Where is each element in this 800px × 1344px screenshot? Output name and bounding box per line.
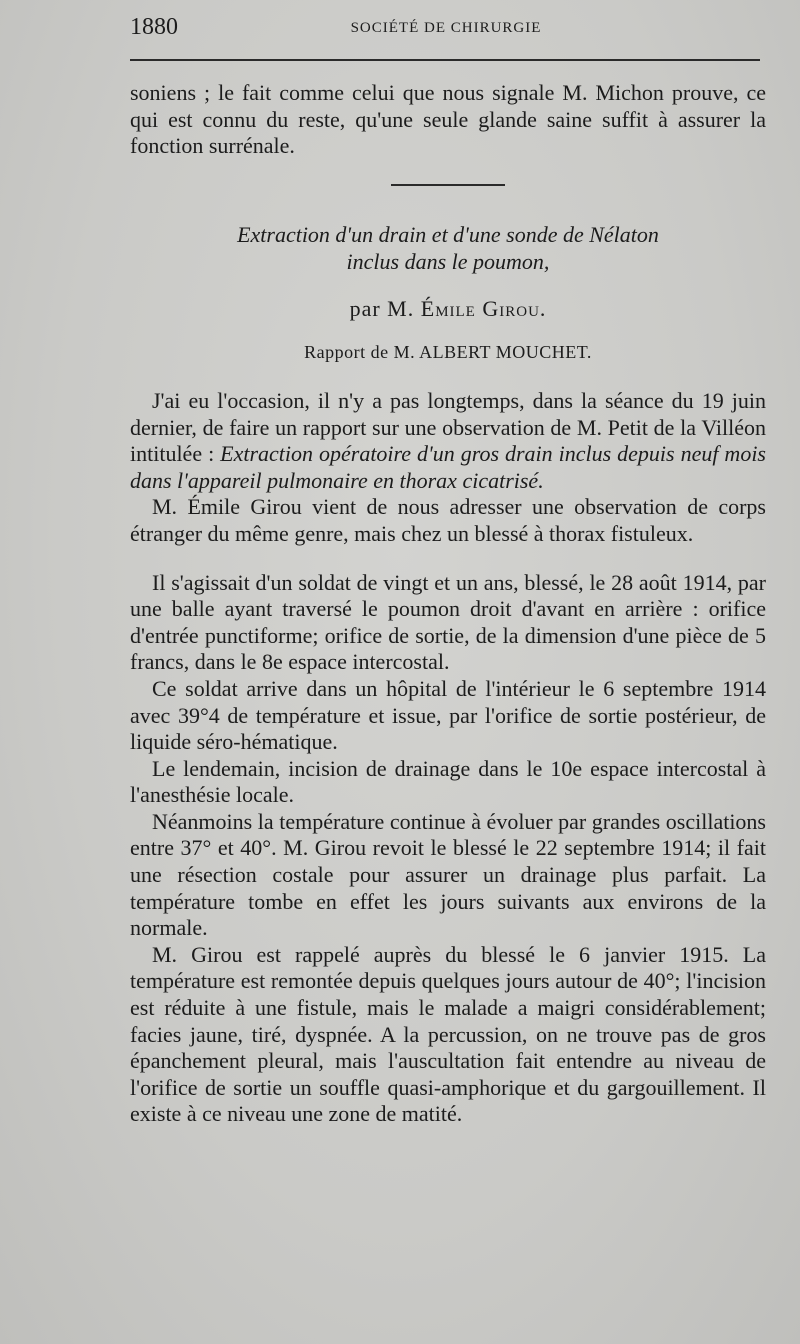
author-name: Émile Girou. xyxy=(420,295,547,321)
article-title-line-1: Extraction d'un drain et d'une sonde de Nélaton xyxy=(237,221,659,247)
paragraph-1-italic-title: Extraction opératoire d'un gros drain inclus depuis neuf mois dans l'appareil pulmonaire en thorax cicatrisé. xyxy=(130,441,766,493)
paragraph-4: Ce soldat arrive dans un hôpital de l'intérieur le 6 septembre 1914 avec 39°4 de température et issue, par l'orifice de sortie postérieur, de liquide séro-hématique. xyxy=(130,675,766,755)
article-title-line-2: inclus dans le poumon, xyxy=(346,248,550,274)
paragraph-1-text: J'ai eu l'occasion, il n'y a pas longtemps, dans la séance du 19 juin dernier, de faire un rapport sur une observation de M. Petit de la Villéon intitulée : xyxy=(130,387,766,467)
author-prefix: par M. xyxy=(349,295,415,321)
report-line: Rapport de M. ALBERT MOUCHET. xyxy=(304,342,592,363)
paragraph-7: M. Girou est rappelé auprès du blessé le 6 janvier 1915. La température est remontée depuis quelques jours autour de 40°; l'incision est réduite à une fistule, mais le malade a maigri considérablement; facies jaune, tiré, dyspnée. A la percussion, on ne trouve pas de gros épanchement pleural, mais l'auscultation fait entendre au niveau de l'orifice de sortie un souffle quasi-amphorique et du gargouillement. Il existe à ce niveau une zone de matité. xyxy=(130,941,766,1127)
paragraph-1 xyxy=(130,388,766,494)
article-author xyxy=(130,296,766,323)
paragraph-6: Néanmoins la température continue à évoluer par grandes oscillations entre 37° et 40°. M. Girou revoit le blessé le 22 septembre 1914; il fait une résection costale pour assurer un drainage plus parfait. La température tombe en effet les jours suivants aux environs de la normale. xyxy=(130,808,766,941)
header-rule xyxy=(130,59,760,61)
paragraph-3: Il s'agissait d'un soldat de vingt et un ans, blessé, le 28 août 1914, par une balle ayant traversé le poumon droit d'avant en arrière : orifice d'entrée punctiforme; orifice de sortie, de la dimension d'une pièce de 5 francs, dans le 8e espace intercostal. xyxy=(130,569,766,675)
intro-paragraph: soniens ; le fait comme celui que nous signale M. Michon prouve, ce qui est connu du reste, qu'une seule glande saine suffit à assurer la fonction surrénale. xyxy=(130,80,766,159)
paragraph-2: M. Émile Girou vient de nous adresser une observation de corps étranger du même genre, mais chez un blessé à thorax fistuleux. xyxy=(130,494,766,546)
article-title xyxy=(130,221,766,275)
section-separator xyxy=(391,184,505,186)
body-text xyxy=(130,80,766,1128)
running-head: SOCIÉTÉ DE CHIRURGIE xyxy=(350,20,542,36)
page-header xyxy=(130,14,762,46)
page-number: 1880 xyxy=(130,14,178,40)
paragraph-5: Le lendemain, incision de drainage dans le 10e espace intercostal à l'anesthésie locale. xyxy=(130,755,766,808)
